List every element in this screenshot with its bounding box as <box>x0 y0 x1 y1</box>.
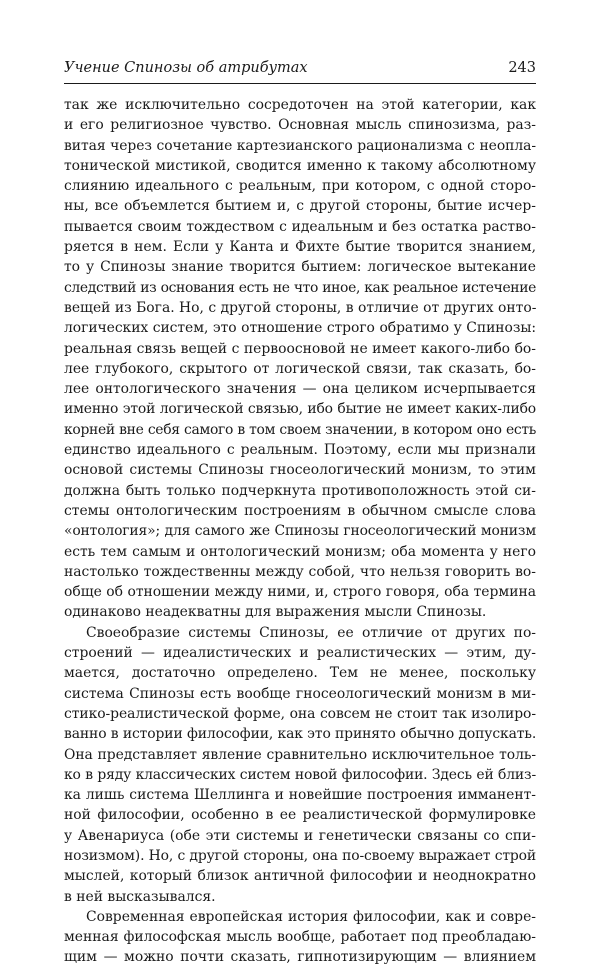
text-line: витая через сочетание картезианского рационализма с неопла- <box>64 137 536 154</box>
text-line: ной философии, особенно в ее реалистической формулировке <box>64 807 536 824</box>
text-line: следствий из основания есть не что иное, как реальное истечение <box>64 279 536 296</box>
text-line: то у Спинозы знание творится бытием: логическое вытекание <box>64 259 536 276</box>
text-line: реальная связь вещей с первоосновой не имеет какого-либо бо- <box>64 340 536 357</box>
text-line: мается, достаточно определено. Тем не менее, поскольку <box>64 665 536 682</box>
text-line: так же исключительно сосредоточен на этой категории, как <box>64 97 536 113</box>
text-line: именно этой логической связью, ибо бытие не имеет каких-либо <box>64 401 536 418</box>
text-line: есть тем самым и онтологический монизм; оба момента у него <box>64 543 536 560</box>
text-line: стико-реалистической форме, она совсем не стоит так изолиро- <box>64 705 536 722</box>
paragraph <box>64 95 536 623</box>
text-line: Современная европейская история философии, как и совре- <box>86 908 536 925</box>
text-line: щим — можно почти сказать, гипнотизирующим — влиянием <box>64 949 536 966</box>
text-line: логических систем, это отношение строго обратимо у Спинозы: <box>64 320 536 337</box>
page-number: 243 <box>508 60 536 76</box>
text-line: мыслей, который близок античной философии и неоднократно <box>64 868 536 885</box>
text-line: Она представляет явление сравнительно исключительное толь- <box>64 746 536 763</box>
running-title: Учение Спинозы об атрибутах <box>64 60 308 76</box>
text-line: одинаково неадекватны для выражения мысли Спинозы. <box>64 604 487 621</box>
text-line: лее глубокого, скрытого от логической связи, так сказать, бо- <box>64 360 536 377</box>
text-line: пывается своим тождеством с идеальным и без остатка раство- <box>64 218 536 235</box>
text-line: обще об отношении между ними, и, строго говоря, оба термина <box>64 584 536 601</box>
text-line: «онтология»; для самого же Спинозы гносеологический монизм <box>64 523 536 540</box>
text-line: стемы онтологическим построениям в обычном смысле слова <box>64 502 536 519</box>
text-line: и его религиозное чувство. Основная мысль спинозизма, раз- <box>64 117 536 134</box>
text-line: Своеобразие системы Спинозы, ее отличие от других по- <box>86 624 536 641</box>
running-head <box>64 58 536 84</box>
text-line: должна быть только подчеркнута противоположность этой си- <box>64 482 536 499</box>
text-line: ко в ряду классических систем новой философии. Здесь ей близ- <box>64 766 536 783</box>
text-line: ка лишь система Шеллинга и новейшие построения имманент- <box>64 787 536 804</box>
text-line: ны, все объемлется бытием и, с другой стороны, бытие исчер- <box>64 198 536 215</box>
text-line: нозизмом). Но, с другой стороны, она по-своему выражает строй <box>64 847 536 864</box>
body-text <box>64 95 536 968</box>
text-line: лее онтологического значения — она целиком исчерпывается <box>64 381 536 398</box>
text-line: единство идеального с реальным. Поэтому, если мы признали <box>64 442 536 459</box>
text-line: ванно в истории философии, как это принято обычно допускать. <box>64 726 537 743</box>
text-line: ряется в нем. Если у Канта и Фихте бытие творится знанием, <box>64 239 536 256</box>
paragraph <box>64 907 536 968</box>
book-page <box>64 58 536 968</box>
paragraph <box>64 623 536 907</box>
text-line: вещей из Бога. Но, с другой стороны, в отличие от других онто- <box>64 299 537 316</box>
text-line: тонической мистикой, сводится именно к такому абсолютному <box>64 157 536 174</box>
text-line: менная философская мысль вообще, работает под преобладаю- <box>64 929 536 946</box>
text-line: слиянию идеального с реальным, при котором, с одной сторо- <box>64 178 536 195</box>
text-line: в ней высказывался. <box>64 888 216 905</box>
text-line: корней вне себя самого в том своем значении, в котором оно есть <box>64 421 536 438</box>
text-line: настолько тождественны между собой, что нельзя говорить во- <box>64 563 536 580</box>
text-line: строений — идеалистических и реалистических — этим, ду- <box>64 645 536 662</box>
text-line: система Спинозы есть вообще гносеологический монизм в ми- <box>64 685 536 702</box>
text-line: основой системы Спинозы гносеологический монизм, то этим <box>64 462 536 479</box>
text-line: у Авенариуса (обе эти системы и генетически связаны со спи- <box>64 827 536 844</box>
